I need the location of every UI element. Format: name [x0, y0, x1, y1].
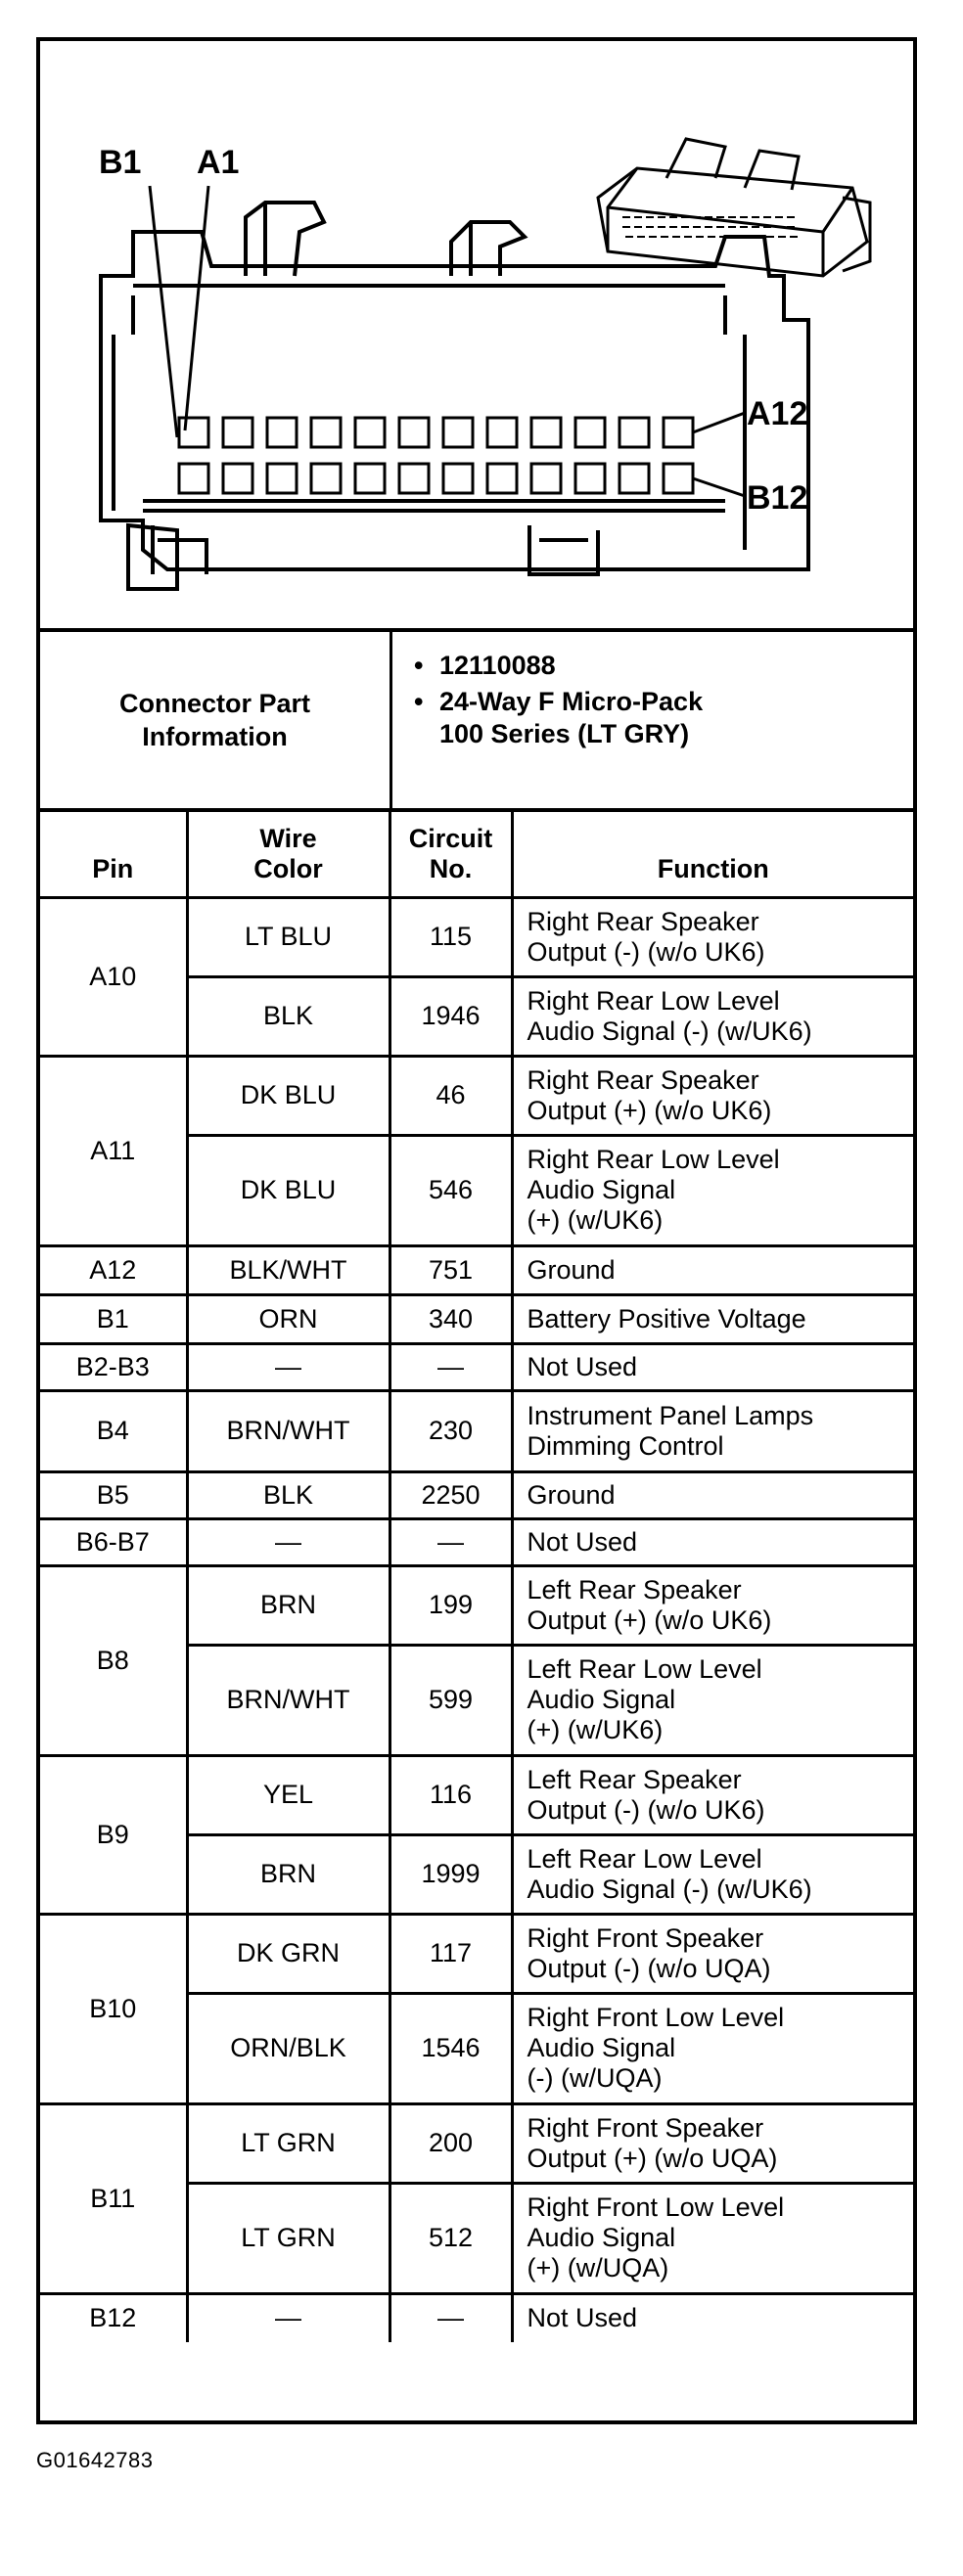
- circuit-number-cell: —: [390, 1518, 512, 1565]
- function-cell: Right Front Low Level Audio Signal (+) (w/UQA): [512, 2183, 913, 2293]
- function-cell: Ground: [512, 1471, 913, 1518]
- function-cell: Left Rear Speaker Output (+) (w/o UK6): [512, 1565, 913, 1645]
- wire-color-cell: LT GRN: [187, 2183, 390, 2293]
- table-row: [40, 1914, 913, 1993]
- table-row: [40, 1755, 913, 1834]
- circuit-number-cell: 1946: [390, 976, 512, 1056]
- function-cell: Right Front Low Level Audio Signal (-) (w/UQA): [512, 1993, 913, 2103]
- pin-cell: B10: [40, 1914, 187, 2103]
- pin-row-a: [179, 418, 693, 447]
- pin-cell: A11: [40, 1056, 187, 1245]
- table-row: [40, 1471, 913, 1518]
- pin-cell: B8: [40, 1565, 187, 1755]
- table-row: [40, 1056, 913, 1135]
- table-row: [40, 1565, 913, 1645]
- function-cell: Not Used: [512, 1343, 913, 1390]
- circuit-number-cell: 200: [390, 2103, 512, 2183]
- connector-thumbnail: [598, 139, 870, 276]
- pin-cell: A12: [40, 1245, 187, 1294]
- connector-info-heading: Connector Part Information: [40, 632, 392, 808]
- circuit-number-cell: 546: [390, 1135, 512, 1245]
- function-cell: Left Rear Low Level Audio Signal (+) (w/UK6): [512, 1645, 913, 1755]
- function-cell: Right Rear Low Level Audio Signal (+) (w/UK6): [512, 1135, 913, 1245]
- circuit-number-cell: 116: [390, 1755, 512, 1834]
- table-header-row: [40, 808, 913, 897]
- header-wire-color: Wire Color: [187, 808, 390, 897]
- table-row: [40, 897, 913, 976]
- wire-color-cell: ORN: [187, 1294, 390, 1343]
- function-cell: Right Rear Speaker Output (-) (w/o UK6): [512, 897, 913, 976]
- header-function: Function: [512, 808, 913, 897]
- function-cell: Right Rear Speaker Output (+) (w/o UK6): [512, 1056, 913, 1135]
- function-cell: Left Rear Low Level Audio Signal (-) (w/UK6): [512, 1834, 913, 1914]
- connector-sheet: [36, 37, 917, 2424]
- pin-cell: B11: [40, 2103, 187, 2293]
- pin-cell: B5: [40, 1471, 187, 1518]
- wire-color-cell: BRN: [187, 1565, 390, 1645]
- function-cell: Not Used: [512, 2293, 913, 2342]
- table-row: [40, 1245, 913, 1294]
- wire-color-cell: —: [187, 1343, 390, 1390]
- wire-color-cell: BRN: [187, 1834, 390, 1914]
- pin-row-b: [179, 464, 693, 493]
- circuit-number-cell: 599: [390, 1645, 512, 1755]
- table-row: [40, 1294, 913, 1343]
- part-number: • 12110088: [412, 650, 913, 682]
- connector-description: • 24-Way F Micro-Pack 100 Series (LT GRY): [412, 686, 913, 750]
- wire-color-cell: BRN/WHT: [187, 1390, 390, 1471]
- connector-info-details: [392, 632, 913, 808]
- pin-cell: B6-B7: [40, 1518, 187, 1565]
- circuit-number-cell: 117: [390, 1914, 512, 1993]
- table-row: [40, 1390, 913, 1471]
- pin-cell: A10: [40, 897, 187, 1056]
- wire-color-cell: YEL: [187, 1755, 390, 1834]
- function-cell: Right Front Speaker Output (-) (w/o UQA): [512, 1914, 913, 1993]
- wire-color-cell: BLK/WHT: [187, 1245, 390, 1294]
- label-b12: B12: [747, 479, 808, 517]
- table-row: [40, 2293, 913, 2342]
- circuit-number-cell: 512: [390, 2183, 512, 2293]
- wire-color-cell: LT BLU: [187, 897, 390, 976]
- table-row: [40, 2103, 913, 2183]
- connector-part-information: [40, 632, 913, 812]
- function-cell: Right Rear Low Level Audio Signal (-) (w/UK6): [512, 976, 913, 1056]
- wire-color-cell: —: [187, 2293, 390, 2342]
- label-a1: A1: [197, 144, 240, 181]
- function-cell: Left Rear Speaker Output (-) (w/o UK6): [512, 1755, 913, 1834]
- pin-cell: B9: [40, 1755, 187, 1914]
- wire-color-cell: LT GRN: [187, 2103, 390, 2183]
- header-pin: Pin: [40, 808, 187, 897]
- pin-cell: B1: [40, 1294, 187, 1343]
- circuit-number-cell: 1546: [390, 1993, 512, 2103]
- circuit-number-cell: —: [390, 1343, 512, 1390]
- function-cell: Right Front Speaker Output (+) (w/o UQA): [512, 2103, 913, 2183]
- circuit-number-cell: 1999: [390, 1834, 512, 1914]
- pin-table: [40, 808, 913, 2342]
- wire-color-cell: DK BLU: [187, 1135, 390, 1245]
- label-a12: A12: [747, 395, 808, 432]
- circuit-number-cell: —: [390, 2293, 512, 2342]
- connector-drawing: [40, 41, 913, 628]
- table-row: [40, 1518, 913, 1565]
- circuit-number-cell: 340: [390, 1294, 512, 1343]
- function-cell: Instrument Panel Lamps Dimming Control: [512, 1390, 913, 1471]
- wire-color-cell: DK GRN: [187, 1914, 390, 1993]
- label-b1: B1: [99, 144, 142, 181]
- circuit-number-cell: 199: [390, 1565, 512, 1645]
- figure-id: G01642783: [36, 2448, 154, 2472]
- table-row: [40, 1343, 913, 1390]
- function-cell: Ground: [512, 1245, 913, 1294]
- circuit-number-cell: 46: [390, 1056, 512, 1135]
- function-cell: Battery Positive Voltage: [512, 1294, 913, 1343]
- wire-color-cell: BLK: [187, 1471, 390, 1518]
- circuit-number-cell: 2250: [390, 1471, 512, 1518]
- wire-color-cell: BRN/WHT: [187, 1645, 390, 1755]
- circuit-number-cell: 230: [390, 1390, 512, 1471]
- pin-cell: B4: [40, 1390, 187, 1471]
- pin-cell: B2-B3: [40, 1343, 187, 1390]
- wire-color-cell: DK BLU: [187, 1056, 390, 1135]
- circuit-number-cell: 751: [390, 1245, 512, 1294]
- pin-table-body: [40, 897, 913, 2342]
- wire-color-cell: ORN/BLK: [187, 1993, 390, 2103]
- wire-color-cell: BLK: [187, 976, 390, 1056]
- connector-face-diagram: [40, 41, 913, 632]
- function-cell: Not Used: [512, 1518, 913, 1565]
- circuit-number-cell: 115: [390, 897, 512, 976]
- pin-cell: B12: [40, 2293, 187, 2342]
- wire-color-cell: —: [187, 1518, 390, 1565]
- header-circuit-no: Circuit No.: [390, 808, 512, 897]
